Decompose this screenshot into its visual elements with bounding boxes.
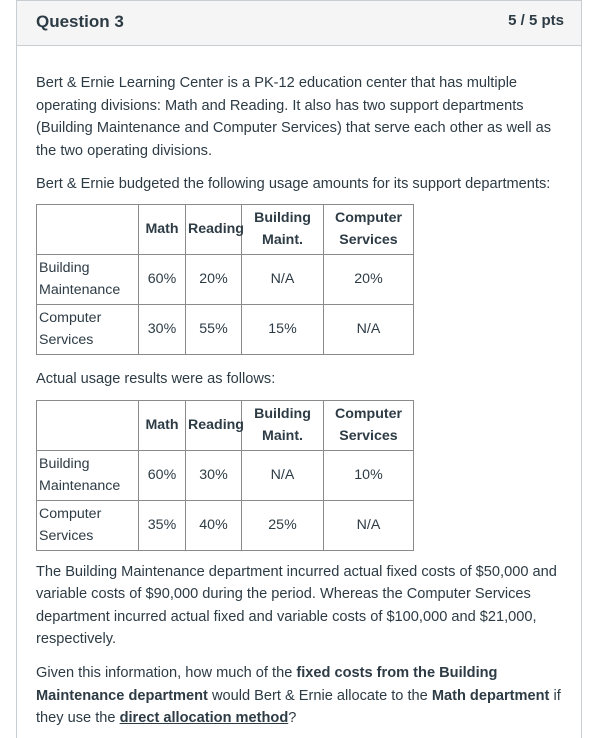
- col-header-computer: Computer Services: [324, 204, 414, 254]
- table-header-row: [37, 204, 414, 254]
- table-row: [37, 450, 414, 500]
- cell-reading: 55%: [186, 304, 242, 354]
- col-header-reading: Reading: [186, 400, 242, 450]
- cell-building: 25%: [242, 500, 324, 550]
- table-row: [37, 254, 414, 304]
- question-points: 5 / 5 pts: [508, 12, 564, 29]
- question-title: Question 3: [36, 12, 124, 31]
- budget-intro: Bert & Ernie budgeted the following usage amounts for its support departments:: [36, 176, 551, 193]
- row-label: Building Maintenance: [37, 450, 139, 500]
- question-body: [36, 72, 566, 730]
- actual-intro: Actual usage results were as follows:: [36, 370, 276, 387]
- cell-reading: 20%: [186, 254, 242, 304]
- col-header-building: Building Maint.: [242, 400, 324, 450]
- cell-building: N/A: [242, 450, 324, 500]
- actual-usage-table: [36, 400, 414, 551]
- row-label: Computer Services: [37, 304, 139, 354]
- row-label: Building Maintenance: [37, 254, 139, 304]
- cell-reading: 40%: [186, 500, 242, 550]
- cell-math: 35%: [139, 500, 186, 550]
- col-header-building: Building Maint.: [242, 204, 324, 254]
- cell-computer: N/A: [324, 304, 414, 354]
- question-header: [17, 0, 581, 46]
- costs-paragraph: The Building Maintenance department incurred actual fixed costs of $50,000 and variable costs of $90,000 during the period. Whereas the Computer Services department incurred actual fixed and variable costs of $100,000 and $21,000, respectively.: [36, 563, 557, 648]
- corner-cell: [37, 204, 139, 254]
- intro-paragraph: Bert & Ernie Learning Center is a PK-12 education center that has multiple operating divisions: Math and Reading. It also has two support departments (Building Maintenance and Computer Services) that serve each other as well as the two operating divisions.: [36, 75, 552, 159]
- direct-allocation-method-term: direct allocation method: [119, 710, 289, 727]
- table-row: [37, 500, 414, 550]
- table-row: [37, 304, 414, 354]
- cell-reading: 30%: [186, 450, 242, 500]
- budget-usage-table: [36, 204, 414, 355]
- col-header-math: Math: [139, 400, 186, 450]
- question-card: [16, 0, 582, 738]
- cell-building: 15%: [242, 304, 324, 354]
- cell-math: 60%: [139, 254, 186, 304]
- cell-math: 30%: [139, 304, 186, 354]
- col-header-reading: Reading: [186, 204, 242, 254]
- cell-computer: 20%: [324, 254, 414, 304]
- row-label: Computer Services: [37, 500, 139, 550]
- cell-computer: N/A: [324, 500, 414, 550]
- cell-math: 60%: [139, 450, 186, 500]
- col-header-math: Math: [139, 204, 186, 254]
- cell-computer: 10%: [324, 450, 414, 500]
- col-header-computer: Computer Services: [324, 400, 414, 450]
- corner-cell: [37, 400, 139, 450]
- cell-building: N/A: [242, 254, 324, 304]
- table-header-row: [37, 400, 414, 450]
- question-prompt: Given this information, how much of the fixed costs from the Building Maintenance department would Bert & Ernie allocate to the Math department if they use the direct allocation method?: [36, 664, 561, 727]
